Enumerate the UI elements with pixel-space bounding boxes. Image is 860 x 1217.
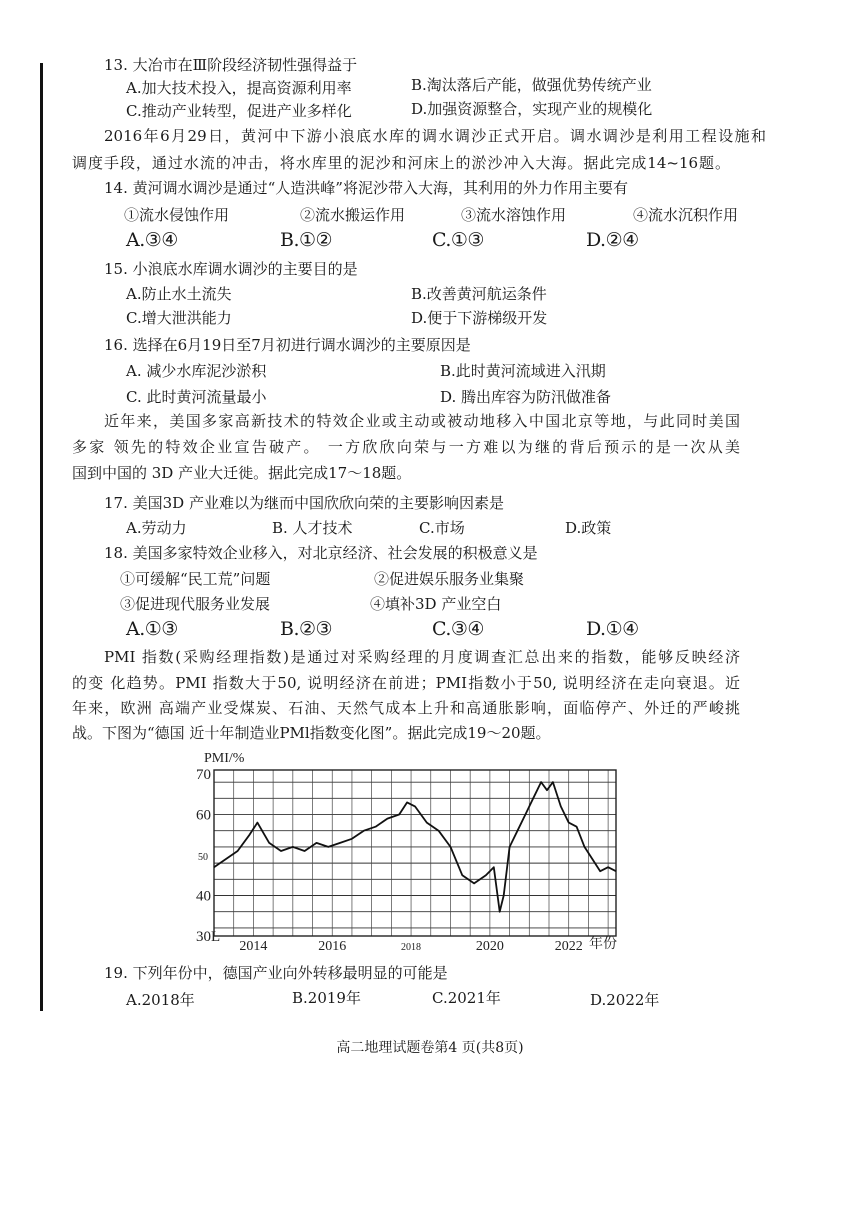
q18-item-1: ①可缓解“民工荒”问题: [120, 570, 271, 588]
q17-option-c: C.市场: [419, 519, 465, 537]
y-tick-label: 30L: [196, 929, 221, 945]
x-tick-label: 2022: [554, 939, 583, 954]
passage1-line-1: 2016年6月29日，黄河中下游小浪底水库的调水调沙正式开启。调水调沙是利用工程设施和: [104, 127, 766, 145]
q15-stem: 15. 小浪底水库调水调沙的主要目的是: [104, 260, 358, 278]
q15-option-a: A.防止水土流失: [126, 285, 232, 303]
chart-grid: [214, 770, 616, 936]
q19-option-b: B.2019年: [292, 989, 361, 1007]
y-tick-label: 70: [196, 767, 211, 784]
q18-option-b: B.②③: [280, 618, 333, 640]
margin-binding-line: [40, 63, 43, 1011]
q18-option-a: A.①③: [126, 618, 178, 640]
x-tick-label: 2016: [318, 939, 347, 954]
x-tick-label: 2018: [401, 942, 422, 953]
q13-stem: 13. 大冶市在Ⅲ阶段经济韧性强得益于: [104, 56, 358, 74]
chart-frame: [214, 770, 616, 936]
q19-option-c: C.2021年: [432, 989, 501, 1007]
q18-item-3: ③促进现代服务业发展: [120, 595, 271, 613]
passage3-line-1: PMI 指数(采购经理指数)是通过对采购经理的月度调查汇总出来的指数，能够反映经济: [104, 648, 740, 666]
page-footer: 高二地理试题卷第4 页(共8页): [336, 1040, 524, 1056]
q16-stem: 16. 选择在6月19日至7月初进行调水调沙的主要原因是: [104, 336, 471, 354]
x-tick-label: 2014: [239, 939, 268, 954]
x-axis-label: 年份: [589, 937, 617, 952]
q15-option-c: C.增大泄洪能力: [126, 309, 232, 327]
q18-item-2: ②促进娱乐服务业集聚: [374, 570, 525, 588]
q19-option-a: A.2018年: [126, 991, 195, 1009]
y-tick-label: 40: [196, 888, 211, 905]
q14-option-b: B.①②: [280, 229, 333, 251]
q16-option-c: C. 此时黄河流量最小: [126, 388, 267, 406]
passage2-line-2: 多家 领先的特效企业宣告破产。 一方欣欣向荣与一方难以为继的背后预示的是一次从美: [72, 438, 740, 456]
passage2-line-3: 国到中国的 3D 产业大迁徙。据此完成17～18题。: [72, 464, 412, 482]
passage3-line-3: 年来，欧洲 高端产业受煤炭、石油、天然气成本上升和高通胀影响，面临停产、外迁的严峻挑: [72, 699, 740, 717]
pmi-line-chart: [188, 746, 648, 956]
q13-option-b: B.淘汰落后产能，做强优势传统产业: [411, 76, 652, 94]
q14-stem: 14. 黄河调水调沙是通过“人造洪峰”将泥沙带入大海，其利用的外力作用主要有: [104, 179, 628, 197]
y-tick-label: 60: [196, 807, 211, 824]
q14-item-2: ②流水搬运作用: [300, 206, 406, 224]
passage3-line-2: 的变 化趋势。PMI 指数大于50, 说明经济在前进；PMI指数小于50, 说明经济在走向衰退。近: [72, 674, 740, 692]
y-tick-label: 50: [198, 852, 208, 864]
q14-item-4: ④流水沉积作用: [633, 206, 739, 224]
q17-option-a: A.劳动力: [126, 519, 187, 537]
q18-option-d: D.①④: [586, 618, 639, 640]
q16-option-b: B.此时黄河流域进入汛期: [440, 362, 606, 380]
q14-item-1: ①流水侵蚀作用: [124, 206, 230, 224]
passage1-line-2: 调度手段，通过水流的冲击，将水库里的泥沙和河床上的淤沙冲入大海。据此完成14~16题。: [72, 154, 730, 172]
q14-option-c: C.①③: [432, 229, 484, 251]
q13-option-d: D.加强资源整合，实现产业的规模化: [411, 100, 653, 118]
q18-stem: 18. 美国多家特效企业移入，对北京经济、社会发展的积极意义是: [104, 544, 538, 562]
q13-option-c: C.推动产业转型，促进产业多样化: [126, 102, 352, 120]
q17-stem: 17. 美国3D 产业难以为继而中国欣欣向荣的主要影响因素是: [104, 494, 504, 512]
q19-stem: 19. 下列年份中，德国产业向外转移最明显的可能是: [104, 964, 448, 982]
q16-option-d: D. 腾出库容为防汛做准备: [440, 388, 612, 406]
q14-option-a: A.③④: [126, 229, 178, 251]
q13-option-a: A.加大技术投入，提高资源利用率: [126, 79, 352, 97]
x-tick-label: 2020: [475, 939, 504, 954]
q14-option-d: D.②④: [586, 229, 639, 251]
y-axis-label: PMI/%: [204, 751, 245, 766]
q17-option-b: B. 人才技术: [272, 519, 353, 537]
q18-option-c: C.③④: [432, 618, 484, 640]
q17-option-d: D.政策: [565, 519, 612, 537]
passage3-line-4: 战。下图为“德国 近十年制造业PMl指数变化图”。据此完成19～20题。: [72, 724, 551, 742]
q18-item-4: ④填补3D 产业空白: [370, 595, 502, 613]
q14-item-3: ③流水溶蚀作用: [461, 206, 567, 224]
passage2-line-1: 近年来，美国多家高新技术的特效企业或主动或被动地移入中国北京等地，与此同时美国: [104, 412, 740, 430]
q15-option-d: D.便于下游梯级开发: [411, 309, 548, 327]
q15-option-b: B.改善黄河航运条件: [411, 285, 547, 303]
q19-option-d: D.2022年: [590, 991, 660, 1009]
q16-option-a: A. 减少水库泥沙淤积: [126, 362, 267, 380]
